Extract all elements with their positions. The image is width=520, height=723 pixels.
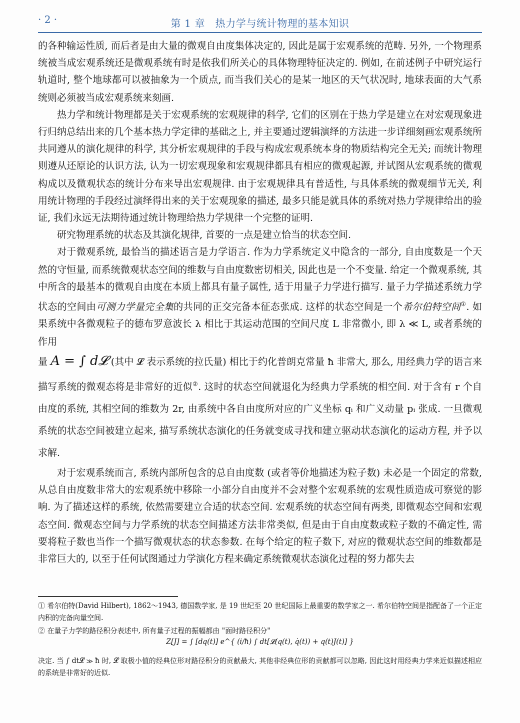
footnote-1: ① 希尔伯特(David Hilbert), 1862～1943, 德国数学家, 是 19 世纪至 20 世纪国际上最重要的数学家之一. 希尔伯特空间是指配备了一个正定内积的完备向量空间. [38, 602, 482, 622]
page-number: · 2 · [38, 15, 58, 26]
page-header [38, 14, 482, 33]
paragraph-2: 热力学和统计物理都是关于宏观系统的宏观规律的科学, 它们的区别在于热力学是建立在对宏观现象进行归纳总结出来的几个基本热力学定律的基础之上, 并主要通过逻辑演绎的方法进一步详细刻画宏观系统所共同遵从的演化规律的科学, 其分析宏观规律的手段与构成宏观系统本身的物质结构完全无关; 而统计物理则遵从还原论的认识方法, 认为一切宏观现象和宏观规律都具有相应的微观起源, 并试图从宏观系统的微观构成以及微观状态的统计分布来导出宏观规律. 由于宏观规律具有普适性, 与具体系统的微观细节无关, 利用统计物理的手段经过演绎得出来的关于宏观现象的描述, 最多只能是就具体的系统对热力学规律给出的验证, 我们永远无法期待通过统计物理给热力学规律一个完整的证明. [38, 109, 482, 225]
paragraph-4-part-a: 对于微观系统, 最恰当的描述语言是力学语言. 作为力学系统定义中隐含的一部分, 自由度数是一个天然的守恒量, 而系统微观状态空间的维数与自由度数密切相关, 因此也是一个不变量. 给定一个微观系统, 其中所含的最基本的微观自由度在本质上都具有量子属性, 适于用量子力学进行描写. 量子力学描述系统力学状态的空间由 [38, 247, 482, 314]
emphasis-observable-set: 可测力学量完全集 [96, 302, 174, 314]
footnote-ref-1: ① [460, 301, 467, 309]
paragraph-4-part-c: . 如果系统中各微观粒子的德布罗意波长 λ 相比于其运动范围的空间尺度 L 非常微小, 即 λ ≪ L, 或者系统的作用 [38, 302, 482, 348]
paragraph-1: 的各种输运性质, 而后者是由大量的微观自由度集体决定的, 因此是属于宏观系统的范畴. 另外, 一个物理系统被当成宏观系统还是微观系统有时是依我们所关心的具体物理特征决定的. 例如, 在前述例子中研究运行轨道时, 整个地球都可以被抽象为一个质点, 而当我们关心的是某一地区的天气状况时, 地球表面的大气系统则必须被当成宏观系统来刻画. [38, 41, 482, 104]
paragraph-5: 对于宏观系统而言, 系统内部所包含的总自由度数 (或者等价地描述为粒子数) 未必是一个固定的常数, 从总自由度数非常大的宏观系统中移除一小部分自由度并不会对整个宏观系统的宏观性质造成可察觉的影响. 为了描述这样的系统, 依然需要建立合适的状态空间. 宏观系统的状态空间有两类, 即微观态空间和宏观态空间. 微观态空间与力学系统的状态空间描述方法非常类似, 但是由于自由度数或粒子数的不确定性, 需要将粒子数也当作一个描写微观状态的状态参数. 在每个给定的粒子数下, 对应的微观状态空间的维数都是非常巨大的, 以至于任何试图通过力学演化方程来确定系统微观状态演化过程的努力都失去 [38, 467, 482, 565]
action-prefix: 量 [38, 356, 48, 368]
paragraph-3: 研究物理系统的状态及其演化规律, 首要的一点是建立恰当的状态空间. [57, 230, 352, 242]
footnote-ref-2: ② [192, 380, 199, 388]
path-integral-equation: Z[J] = ∫ [dq(t)] e^{ (i/ħ) ∫ dt[𝓛(q(t), q̇(t)) + q(t)J(t)] } [166, 638, 354, 646]
main-text [38, 38, 482, 568]
emphasis-hilbert-space: 希尔伯特空间 [402, 302, 461, 314]
action-equation: A = ∫ d𝓛 [50, 353, 108, 369]
action-equation-line [38, 351, 482, 465]
footnote-2: ② 在量子力学的路径积分表述中, 所有量子过程的振幅都由 "面时路径积分" [38, 627, 271, 635]
footnote-2-continued: 决定. 当 ∫ dt𝓛 ≫ ħ 时, 𝓛 取极小值的经典位形对路径积分的贡献最大, 其他非经典位形的贡献都可以忽略, 因此这时用经典力学来近似描述相应的系统是非常好的近似. [38, 657, 482, 677]
chapter-title: 第 1 章 热力学与统计物理的基本知识 [170, 19, 350, 30]
paragraph-4-part-e: . 这时的状态空间就退化为经典力学系统的相空间. 对于含有 r 个自由度的系统, 其相空间的维数为 2r, 由系统中各自由度所对应的广义坐标 qᵢ 和广义动量 pᵢ 张成. 一旦微观系统的状态空间被建立起来, 描写系统状态演化的任务就变成寻找和建立驱动状态演化的运动方程, 并予以求解. [38, 381, 482, 459]
footnote-divider [38, 596, 178, 597]
paragraph-4-part-b: 的共同的正交完备本征态张成. 这样的状态空间是一个 [173, 302, 403, 314]
paragraph-4-part-d: (其中 𝓛 表示系统的拉氏量) 相比于约化普朗克常量 ħ 非常大, 那么, 用经典力学的语言来描写系统的微观态将是非常好的近似 [38, 356, 482, 393]
paragraph-4 [38, 244, 482, 350]
